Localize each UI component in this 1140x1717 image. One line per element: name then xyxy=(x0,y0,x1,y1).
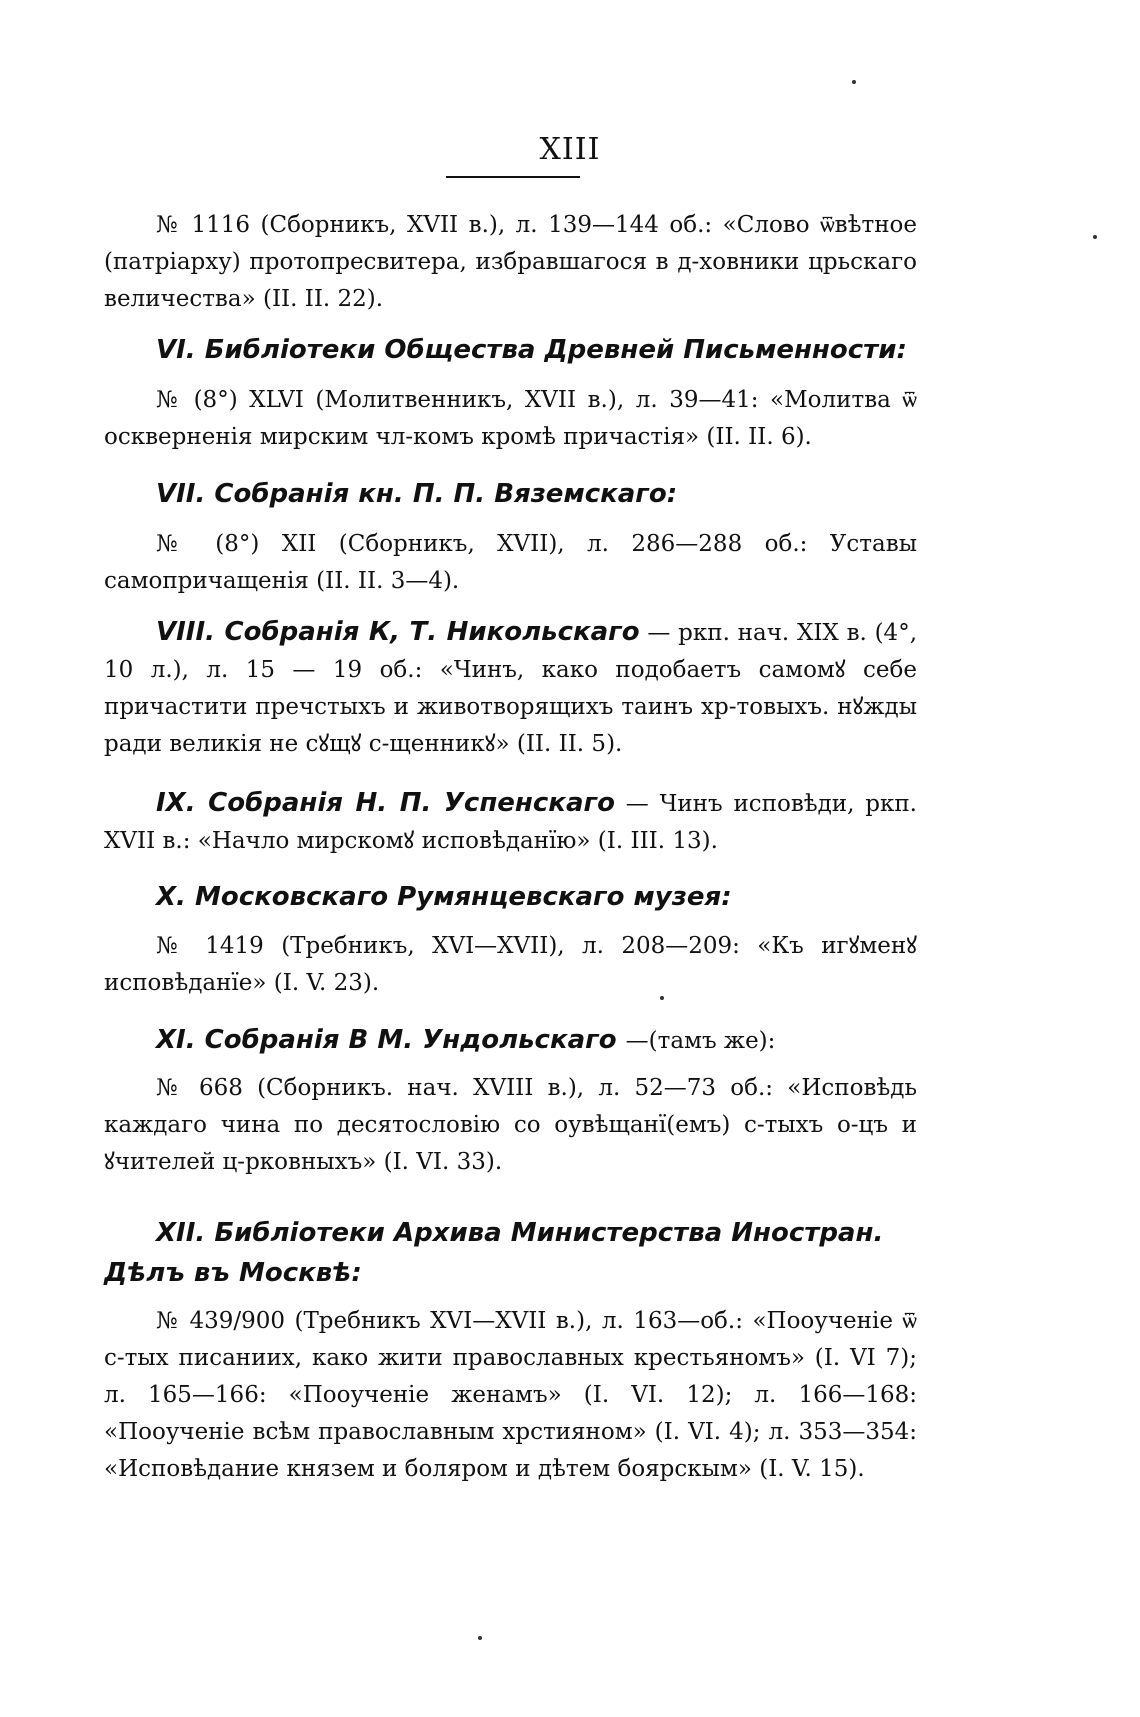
entry-668 xyxy=(104,1070,917,1181)
section-ix-text xyxy=(104,783,917,860)
section-x-heading-block xyxy=(104,877,917,917)
section-xi-entry: —(тамъ же): xyxy=(625,1028,776,1054)
section-xi-text xyxy=(104,1020,917,1061)
header-rule xyxy=(446,176,580,178)
section-viii-text xyxy=(104,612,917,763)
section-viii-heading: VIII. Собранія К, Т. Никольскаго xyxy=(156,617,640,647)
section-viii-entry: — ркп. нач. XIX в. (4°, 10 л.), л. 15 — 19 об.: «Чинъ, како подобаетъ самомꙋ себе причастити пречстыхъ и животворящихъ таинъ хр-товыхъ. нꙋжды ради великія не сꙋщꙋ с-щенникꙋ» (II. II. 5). xyxy=(104,620,918,757)
entry-xlvi xyxy=(104,382,917,456)
entry-xlvi-text: № (8°) XLVI (Молитвенникъ, XVII в.), л. 39—41: «Молитва ѿ оскверненія мирским чл-комъ кромѣ причастія» (II. II. 6). xyxy=(104,387,917,450)
section-ix-heading: IX. Собранія Н. П. Успенскаго xyxy=(156,788,615,818)
section-vi-heading: VI. Библіотеки Общества Древней Письменности: xyxy=(156,335,907,365)
entry-xii-text: № (8°) XII (Сборникъ, XVII), л. 286—288 об.: Уставы самопричащенія (II. II. 3—4). xyxy=(104,531,917,594)
section-x-heading: X. Московскаго Румянцевскаго музея: xyxy=(156,882,732,912)
ink-speck xyxy=(852,80,856,84)
section-xi xyxy=(104,1020,917,1061)
section-vii-heading: VII. Собранія кн. П. П. Вяземскаго: xyxy=(156,479,678,509)
entry-668-text: № 668 (Сборникъ. нач. XVIII в.), л. 52—73 об.: «Исповѣдь каждаго чина по десятословію со оувѣщанї(емъ) с-тыхъ о-цъ и ꙋчителей ц-рковныхъ» (I. VI. 33). xyxy=(104,1075,917,1175)
section-ix xyxy=(104,783,917,860)
entry-1116-text: № 1116 (Сборникъ, XVII в.), л. 139—144 об.: «Слово ѿвѣтное (патріарху) протопресвитера, избравшагося в д-ховники црьскаго величества» (II. II. 22). xyxy=(104,212,917,312)
entry-1419-text: № 1419 (Требникъ, XVI—XVII), л. 208—209: «Къ игꙋменꙋ исповѣданїе» (I. V. 23). xyxy=(104,933,917,996)
ink-speck xyxy=(1093,235,1097,239)
section-vii-heading-block xyxy=(104,474,917,514)
entry-439-900 xyxy=(104,1303,917,1488)
section-vi-heading-block xyxy=(104,330,917,370)
entry-1116 xyxy=(104,207,917,318)
entry-xii xyxy=(104,526,917,600)
section-viii xyxy=(104,612,917,763)
entry-439-900-text: № 439/900 (Требникъ XVI—XVII в.), л. 163—об.: «Пооученіе ѿ с-тых писаниих, како жити православных крестьяномъ» (I. VI 7); л. 165—166: «Пооученіе женамъ» (I. VI. 12); л. 166—168: «Пооученіе всѣм православным хрстияном» (I. VI. 4); л. 353—354: «Исповѣдание князем и боляром и дѣтем боярскым» (I. V. 15). xyxy=(104,1308,917,1482)
section-xii-heading-block xyxy=(104,1213,917,1293)
section-xi-heading: XI. Собранія В М. Ундольскаго xyxy=(156,1025,617,1055)
page-number: XIII xyxy=(539,132,601,167)
section-xii-heading: XII. Библіотеки Архива Министерства Иностран. Дѣлъ въ Москвѣ: xyxy=(104,1218,884,1288)
section-ix-entry: — Чинъ исповѣди, ркп. XVII в.: «Начло мирскомꙋ исповѣданїю» (I. III. 13). xyxy=(104,791,917,854)
entry-1419 xyxy=(104,928,917,1002)
ink-speck xyxy=(478,1636,482,1640)
